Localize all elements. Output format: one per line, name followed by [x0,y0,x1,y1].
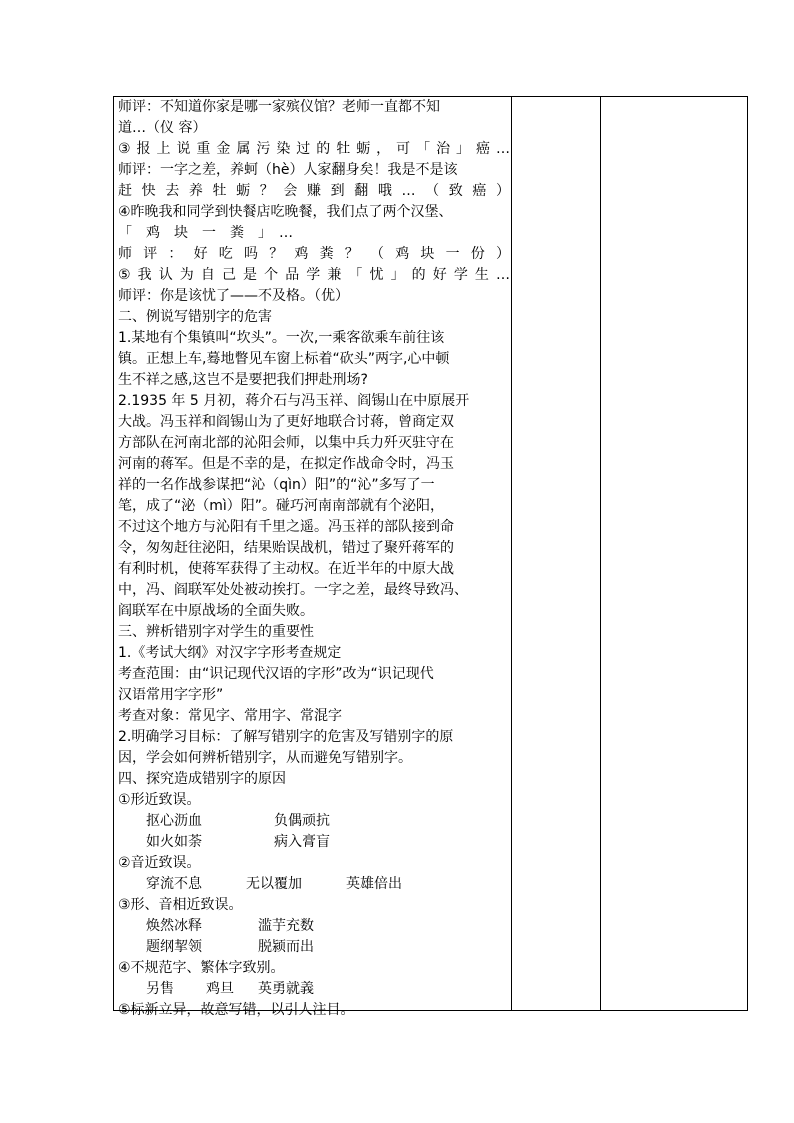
word-item: 焕然冰释 [146,918,202,934]
word-item: 无以覆加 [246,876,302,892]
text-line: ⑤标新立异，故意写错，以引人注目。 [118,1002,355,1018]
word-item: 鸡旦 [206,981,234,997]
text-line: 师评：不知道你家是哪一家殡仪馆？老师一直都不知 [118,99,440,115]
section-heading: 二、例说写错别字的危害 [118,309,272,325]
text-line: 祥的一名作战参谋把“沁（qìn）阳”的“沁”多写了一 [118,477,435,493]
word-item: 另售 [146,981,174,997]
text-line: 1.《考试大纲》对汉字字形考查规定 [118,645,342,661]
text-line: 道…（仪 容） [118,120,207,136]
text-line: 阎联军在中原战场的全面失败。 [118,603,314,619]
text-line: 师评：好吃吗？鸡粪？（鸡块一份） [118,246,510,262]
text-line: ③形、音相近致误。 [118,897,243,913]
text-line: 赶快去养牡蛎？会赚到翻哦…（致癌） [118,183,510,199]
text-line: 笔，成了“泌（mì）阳”。碰巧河南南部就有个泌阳， [118,498,445,514]
text-line: ④昨晚我和同学到快餐店吃晚餐，我们点了两个汉堡、 [118,204,453,220]
empty-cell [601,97,747,1010]
text-line: ⑤我认为自己是个品学兼「忧」的好学生… [118,267,510,283]
word-item: 英勇就義 [258,981,314,997]
section-heading: 三、辨析错别字对学生的重要性 [118,624,314,640]
word-item: 病入膏盲 [274,834,330,850]
text-line: 1.某地有个集镇叫“坎头”。一次,一乘客欲乘车前往该 [118,330,445,346]
text-line: 方部队在河南北部的沁阳会师，以集中兵力歼灭驻守在 [118,435,454,451]
word-item: 负偶顽抗 [274,813,330,829]
word-pair-row [118,937,510,958]
lesson-content-cell [118,97,510,1021]
text-line: 2.1935 年 5 月初，蒋介石与冯玉祥、阎锡山在中原展开 [118,393,470,409]
word-pair-row [118,916,510,937]
text-line: 「 鸡 块 一 粪 」 … [118,225,293,241]
text-line: 镇。正想上车,蓦地瞥见车窗上标着“砍头”两字,心中顿 [118,351,450,367]
word-item: 滥芋充数 [258,918,314,934]
text-line: 不过这个地方与沁阳有千里之遥。冯玉祥的部队接到命 [118,519,454,535]
word-item: 如火如荼 [146,834,202,850]
text-line: 河南的蒋军。但是不幸的是，在拟定作战命令时，冯玉 [118,456,454,472]
text-line: ①形近致误。 [118,792,201,808]
word-row [118,874,510,895]
section-heading: 四、探究造成错别字的原因 [118,771,286,787]
word-item: 英雄倍出 [346,876,402,892]
text-line: 师评：你是该忧了——不及格。（优） [118,288,349,304]
word-item: 穿流不息 [146,876,202,892]
word-pair-row [118,832,510,853]
text-line: 考查范围：由“识记现代汉语的字形”改为“识记现代 [118,666,434,682]
text-line: 师评：一字之差，养蚵（hè）人家翻身矣！我是不是该 [118,162,458,178]
word-item: 题纲挈领 [146,939,202,955]
word-pair-row [118,811,510,832]
text-line: 汉语常用字字形” [118,687,224,703]
text-line: ③报上说重金属污染过的牡蛎，可「治」癌… [118,141,510,157]
text-line: 大战。冯玉祥和阎锡山为了更好地联合讨蒋，曾商定双 [118,414,454,430]
word-item: 脱颍而出 [258,939,314,955]
text-line: 因，学会如何辨析错别字，从而避免写错别字。 [118,750,412,766]
text-line: 有利时机，使蒋军获得了主动权。在近半年的中原大战 [118,561,454,577]
text-line: 生不祥之感,这岂不是要把我们押赴刑场? [118,372,368,388]
lesson-table [113,96,748,1018]
text-line: 2.明确学习目标：了解写错别字的危害及写错别字的原 [118,729,454,745]
text-line: 考查对象：常见字、常用字、常混字 [118,708,342,724]
text-line: ②音近致误。 [118,855,201,871]
word-row [118,979,510,1000]
text-line: ④不规范字、繁体字致别。 [118,960,285,976]
word-item: 抠心沥血 [146,813,202,829]
text-line: 令，匆匆赶往泌阳，结果贻误战机，错过了聚歼蒋军的 [118,540,454,556]
text-line: 中，冯、阎联军处处被动挨打。一字之差，最终导致冯、 [118,582,468,598]
empty-cell [512,97,600,1010]
